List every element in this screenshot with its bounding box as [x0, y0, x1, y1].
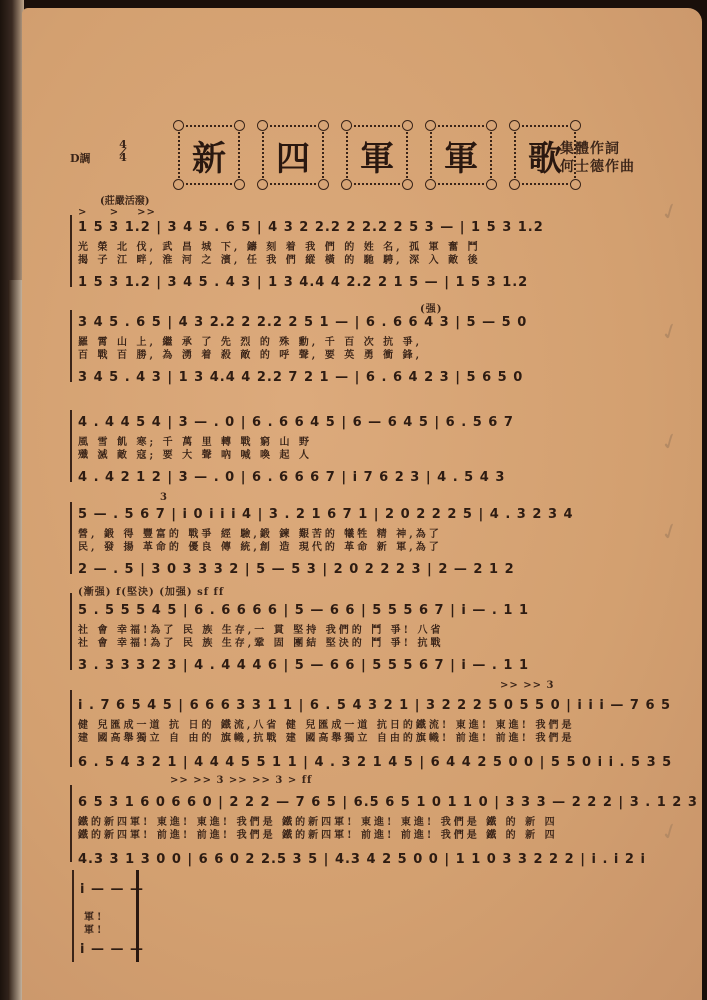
pencil-mark: ✓	[656, 317, 683, 348]
accent-marks: >> >> 3	[500, 680, 555, 691]
title-char-box	[178, 125, 240, 185]
pencil-mark: ✓	[656, 517, 683, 548]
lower-voice-notes: 3 . 3 3 3 2 3 | 4 . 4 4 4 6 | 5 — 6 6 | 5 5 5 6 7 | i — . 1 1	[78, 658, 529, 673]
expression-marking: (莊嚴活潑)	[100, 196, 150, 207]
lyrics-verse-1: 健 兒匯成一道 抗 日的 鐵流,八省 健 兒匯成一道 抗日的鐵流! 東進! 東進! 我們是	[78, 720, 575, 731]
lyrics-verse-1: 鐵的新四軍! 東進! 東進! 我們是 鐵的新四軍! 東進! 東進! 我們是 鐵 的 新 四	[78, 817, 558, 828]
music-system-7	[70, 775, 698, 870]
lyrics-verse-1-final: 軍!	[84, 912, 105, 923]
system-bracket	[70, 215, 72, 287]
upper-voice-notes: 6 5 3 1 6 0 6 6 0 | 2 2 2 — 7 6 5 | 6.5 6 5 1 0 1 1 0 | 3 3 3 — 2 2 2 | 3 . 1 2 3	[78, 795, 698, 810]
upper-voice-notes: 1 5 3 1.2 | 3 4 5 . 6 5 | 4 3 2 2.2 2 2.2 2 5 3 — | 1 5 3 1.2	[78, 220, 544, 235]
lower-voice-final: i — — —	[80, 942, 145, 957]
lower-voice-notes: 6 . 5 4 3 2 1 | 4 4 4 5 5 1 1 | 4 . 3 2 1 4 5 | 6 4 4 2 5 0 0 | 5 5 0 i i . 5 3 5	[78, 755, 673, 770]
music-system-6	[70, 680, 680, 775]
lower-voice-notes: 3 4 5 . 4 3 | 1 3 4.4 4 2.2 7 2 1 — | 6 . 6 4 2 3 | 5 6 5 0	[78, 370, 524, 385]
lyrics-verse-1: 營, 鍛 得 豐富的 戰爭 經 驗,鍛 鍊 艱苦的 犧牲 精 神,為了	[78, 529, 442, 540]
title-char-box	[262, 125, 324, 185]
dynamic-markings: (漸强) f(堅決) (加强) sf ff	[78, 587, 225, 598]
lyrics-verse-1: 光 榮 北 伐, 武 昌 城 下, 鑄 刻 着 我 們 的 姓 名, 孤 軍 奮 鬥	[78, 242, 481, 253]
title-char: 軍	[444, 138, 478, 179]
final-double-barline	[136, 870, 139, 962]
lyrics-verse-2-final: 軍!	[84, 925, 105, 936]
music-system-1	[70, 205, 680, 295]
music-system-3	[70, 400, 680, 490]
dynamic-marking: (强)	[420, 304, 443, 315]
key-signature: D調	[70, 152, 91, 165]
accent-marks: > > >>	[78, 207, 156, 218]
title-char-box	[430, 125, 492, 185]
lower-voice-notes: 2 — . 5 | 3 0 3 3 3 2 | 5 — 5 3 | 2 0 2 2 2 3 | 2 — 2 1 2	[78, 562, 515, 577]
lyrics-verse-2: 百 戰 百 勝, 為 湧 着 殺 敵 的 呼 聲, 要 英 勇 衝 鋒,	[78, 350, 423, 361]
upper-voice-notes: 4 . 4 4 5 4 | 3 — . 0 | 6 . 6 6 4 5 | 6 — 6 4 5 | 6 . 5 6 7	[78, 415, 514, 430]
time-sig-top: 4	[119, 138, 127, 151]
pencil-mark: ✓	[656, 197, 683, 228]
upper-voice-final: i — — —	[80, 882, 145, 897]
lower-voice-notes: 1 5 3 1.2 | 3 4 5 . 4 3 | 1 3 4.4 4 2.2 2 1 5 — | 1 5 3 1.2	[78, 275, 529, 290]
system-bracket-final	[72, 870, 74, 962]
time-signature	[118, 140, 128, 163]
music-system-2	[70, 300, 680, 390]
triplet-marking: 3	[160, 492, 168, 503]
upper-voice-notes: i . 7 6 5 4 5 | 6 6 6 3 3 1 1 | 6 . 5 4 3 2 1 | 3 2 2 2 5 0 5 5 0 | i i i — 7 6 5	[78, 698, 672, 713]
title-char: 歌	[528, 138, 562, 179]
system-bracket	[70, 310, 72, 382]
title-char: 新	[192, 138, 226, 179]
system-bracket	[70, 593, 72, 670]
lyrics-verse-2: 社 會 幸福!為了 民 族 生存,鞏 固 團結 堅決的 鬥 爭! 抗戰	[78, 638, 444, 649]
title-char: 四	[276, 138, 310, 179]
title-char-box	[346, 125, 408, 185]
music-system-5	[70, 583, 680, 678]
lyrics-verse-2: 鐵的新四軍! 前進! 前進! 我們是 鐵的新四軍! 前進! 前進! 我們是 鐵 的 新 四	[78, 830, 558, 841]
time-sig-bottom: 4	[119, 151, 127, 164]
system-bracket	[70, 690, 72, 767]
pencil-mark: ✓	[656, 427, 683, 458]
lyricist-credit: 集體作詞	[560, 141, 620, 157]
lyrics-verse-2: 殲 滅 敵 寇; 要 大 聲 吶 喊 喚 起 人	[78, 450, 312, 461]
lyrics-verse-1: 社 會 幸福!為了 民 族 生存,一 貫 堅持 我們的 鬥 爭! 八省	[78, 625, 444, 636]
lyrics-verse-2: 民, 發 揚 革命的 優良 傳 統,創 造 現代的 革命 新 軍,為了	[78, 542, 442, 553]
system-bracket	[70, 502, 72, 574]
lyrics-verse-2: 建 國高舉獨立 自 由的 旗幟,抗戰 建 國高舉獨立 自由的旗幟! 前進! 前進! 我們是	[78, 733, 575, 744]
music-system-4	[70, 492, 680, 582]
lyrics-verse-1: 風 雪 飢 寒; 千 萬 里 轉 戰 窮 山 野	[78, 437, 312, 448]
lower-voice-notes: 4.3 3 1 3 0 0 | 6 6 0 2 2.5 3 5 | 4.3 4 2 5 0 0 | 1 1 0 3 3 2 2 2 | i . i 2 i	[78, 852, 646, 867]
upper-voice-notes: 5 — . 5 6 7 | i 0 i i i 4 | 3 . 2 1 6 7 1 | 2 0 2 2 2 5 | 4 . 3 2 3 4	[78, 507, 574, 522]
upper-voice-notes: 3 4 5 . 6 5 | 4 3 2.2 2 2.2 2 5 1 — | 6 . 6 6 4 3 | 5 — 5 0	[78, 315, 528, 330]
accent-marks: >> >> 3 >> >> 3 > ff	[170, 775, 313, 786]
pencil-mark: ✓	[656, 817, 683, 848]
lyrics-verse-2: 揭 子 江 畔, 淮 河 之 濱, 任 我 們 縱 橫 的 馳 騁, 深 入 敵 後	[78, 255, 481, 266]
composer-credit: 何士德作曲	[560, 159, 635, 175]
title-char: 軍	[360, 138, 394, 179]
lyrics-verse-1: 羅 霄 山 上, 繼 承 了 先 烈 的 殊 勳, 千 百 次 抗 爭,	[78, 337, 423, 348]
system-bracket	[70, 410, 72, 482]
system-bracket	[70, 785, 72, 862]
song-title	[178, 125, 576, 185]
upper-voice-notes: 5 . 5 5 5 4 5 | 6 . 6 6 6 6 | 5 — 6 6 | 5 5 5 6 7 | i — . 1 1	[78, 603, 529, 618]
credits	[560, 140, 635, 176]
lower-voice-notes: 4 . 4 2 1 2 | 3 — . 0 | 6 . 6 6 6 7 | i 7 6 2 3 | 4 . 5 4 3	[78, 470, 506, 485]
